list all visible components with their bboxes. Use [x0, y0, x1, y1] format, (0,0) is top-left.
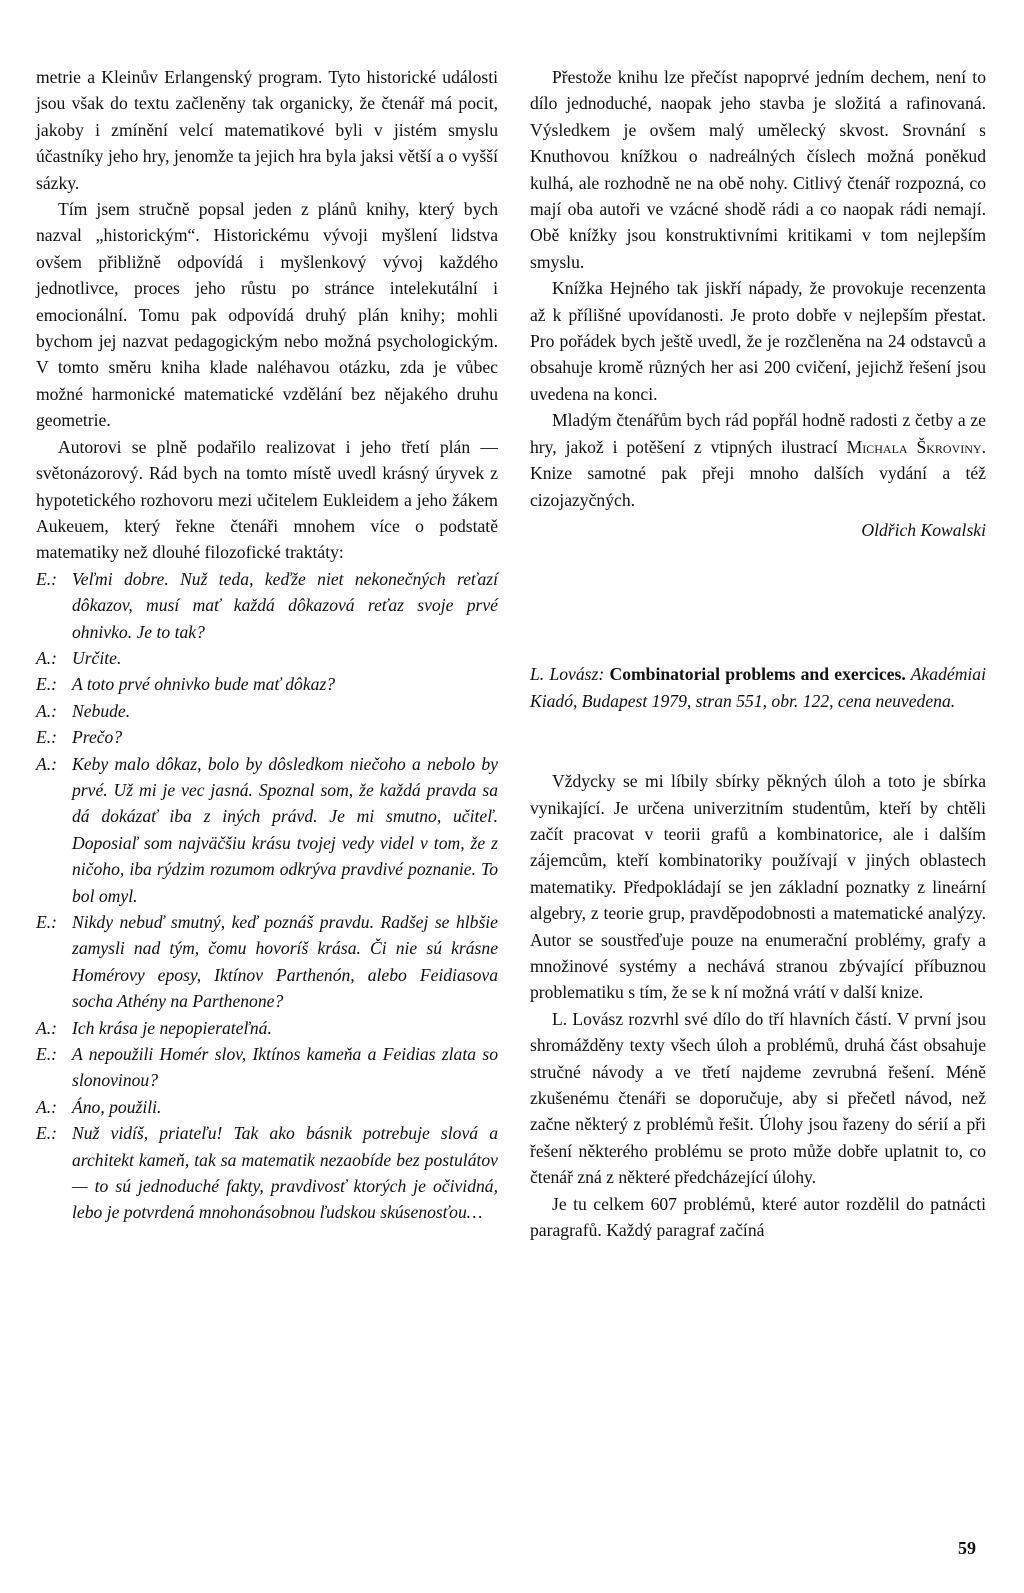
- dialogue-speaker: A.:: [36, 1096, 58, 1117]
- left-column: [36, 64, 498, 1226]
- section-spacer: [530, 714, 986, 768]
- closing-text-end: . Knize samotné pak přeji mnoho dalších vydání a též cizojazyčných.: [530, 436, 986, 510]
- dialogue-line: [36, 751, 498, 909]
- dialogue-speaker: E.:: [36, 727, 58, 748]
- dialogue-speaker: E.:: [36, 1123, 58, 1144]
- right-column: [530, 64, 986, 1243]
- dialogue-speaker: E.:: [36, 1044, 58, 1065]
- dialogue-speaker: E.:: [36, 674, 58, 695]
- dialogue-line: [36, 671, 498, 697]
- section-spacer: [530, 543, 986, 661]
- dialogue-text: Nikdy nebuď smutný, keď poznáš pravdu. Radšej se hlbšie zamysli nad tým, čomu hovoríš krása. Či nie sú krásne Homérovy eposy, Iktínov Parthenón, alebo Feidiasova socha Athény na Parthenone?: [72, 912, 498, 1012]
- closing-text-start: Mladým čtenářům bych rád popřál hodně radosti z četby a ze hry, jakož i potěšení z vtipných ilustrací: [530, 410, 986, 457]
- dialogue-line: [36, 566, 498, 645]
- dialogue-text: Keby malo dôkaz, bolo by dôsledkom niečoho a nebolo by prvé. Už mi je vec jasná. Spoznal som, že každá pravda sa dá dokázať iba z iných právd. Je mi smutno, učiteľ. Doposiaľ som najväčšiu krásu tvojej vedy videl v tom, že z ničoho, iba rýdzim rozumom odkrýva pravdivé poznanie. To bol omyl.: [72, 753, 498, 906]
- paragraph-book-plans: Tím jsem stručně popsal jeden z plánů knihy, který bych nazval „historickým“. Historickému vývoji myšlení lidstva ovšem přibližně odpovídá i myšlenkový vývoj každého jednotlivce, proces jeho růstu po stránce intelekutální i emocionální. Tomu pak odpovídá druhý plán knihy; mohli bychom jej nazvat pedagogickým nebo možná psychologickým. V tomto směru kniha klade naléhavou otázku, zda je vůbec možné harmonické matematické vzdělání bez nějakého druhu geometrie.: [36, 199, 498, 431]
- reference-title: Combinatorial problems and exercices.: [609, 664, 906, 685]
- illustrator-name: Michala Škroviny: [846, 436, 982, 457]
- dialogue-speaker: A.:: [36, 700, 58, 721]
- dialogue-text: Nebude.: [72, 700, 131, 721]
- dialogue-speaker: A.:: [36, 1017, 58, 1038]
- dialogue-speaker: A.:: [36, 753, 58, 774]
- paragraph-review-problems: Je tu celkem 607 problémů, které autor rozdělil do patnácti paragrafů. Každý paragraf začíná: [530, 1193, 986, 1241]
- book-reference: [530, 661, 986, 714]
- paragraph-book-structure: Přestože knihu lze přečíst napoprvé jedním dechem, není to dílo jednoduché, naopak jeho stavba je složitá a rafinovaná. Výsledkem je ovšem malý umělecký skvost. Srovnání s Knuthovou knížkou o nadreálných číslech možná poněkud kulhá, ale rozhodně ne na obě nohy. Citlivý čtenář rozpozná, co mají oba autoři ve vzácné shodě rádi a co naopak rádi nemají. Obě knížky jsou konstruktivními kritikami v tom nejlepším smyslu.: [530, 67, 986, 272]
- dialogue-text: A nepoužili Homér slov, Iktínos kameňa a Feidias zlata so slonovinou?: [72, 1044, 498, 1091]
- dialogue-line: [36, 698, 498, 724]
- reference-author: L. Lovász:: [530, 664, 605, 685]
- paragraph-closing-wishes: [530, 407, 986, 513]
- dialogue-text: Nuž vidíš, priateľu! Tak ako básnik potrebuje slová a architekt kameň, tak sa matematik nezaobíde bez postulátov — to sú jednoduché fakty, pravdivosť ktorých je očividná, lebo je potvrdená mnohonásobnou ľudskou skúsenosťou…: [72, 1123, 498, 1223]
- dialogue-line: [36, 1041, 498, 1094]
- dialogue-text: Áno, použili.: [72, 1096, 162, 1117]
- dialogue-line: [36, 1015, 498, 1041]
- paragraph-book-contents: Knížka Hejného tak jiskří nápady, že provokuje recenzenta až k přílišné upovídanosti. Je proto dobře v nejlepším přestat. Pro pořádek bych ještě uvedl, že je rozčleněna na 24 odstavců a obsahuje kromě různých her asi 200 cvičení, jejichž řešení jsou uvedena na konci.: [530, 278, 986, 404]
- page-number: 59: [958, 1538, 976, 1558]
- dialogue-line: [36, 645, 498, 671]
- dialogue-line: [36, 909, 498, 1015]
- paragraph-historical-events: metrie a Kleinův Erlangenský program. Tyto historické události jsou však do textu začleněny tak organicky, že čtenář má pocit, jakoby i zmínění velcí matematikové byli v jistém smyslu účastníky jeho hry, jenomže ta jejich hra byla jaksi větší a o vyšší sázky.: [36, 67, 498, 193]
- reference-publication: Akadémiai Kiadó, Budapest 1979, stran 551, obr. 122, cena neuvedena.: [530, 664, 986, 711]
- dialogue-text: Ich krása je nepopierateľná.: [72, 1017, 272, 1038]
- paragraph-review-intro: Vždycky se mi líbily sbírky pěkných úloh a toto je sbírka vynikající. Je určena univerzitním studentům, kteří by chtěli začít pracovat v teorii grafů a kombinatorice, ale i dalším zájemcům, kteří kombinatoriky používají v jiných oblastech matematiky. Předpokládají se jen základní poznatky z lineární algebry, z teorie grup, pravděpodobnosti a matematické analýzy. Autor se soustřeďuje pouze na enumerační problémy, grafy a množinové systémy a nechává stranou zbývající příbuznou problematiku s tím, že se k ní možná vrátí v další knize.: [530, 771, 986, 1003]
- paragraph-review-parts: L. Lovász rozvrhl své dílo do tří hlavních částí. V první jsou shromážděny texty všech úloh a problémů, druhá část obsahuje stručné návody a ve třetí najdeme zevrubná řešení. Méně zkušenému čtenáři se doporučuje, aby si přečetl návod, než začne některý z problémů řešit. Úlohy jsou řazeny do sérií a při řešení některého problému se proto může dobře uplatnit to, co čtenář zná z některé předcházející úlohy.: [530, 1008, 986, 1188]
- dialogue-speaker: E.:: [36, 912, 58, 932]
- review-signature: Oldřich Kowalski: [861, 519, 986, 540]
- dialogue-speaker: A.:: [36, 647, 58, 668]
- dialogue-speaker: E.:: [36, 568, 58, 589]
- dialogue-line: [36, 1120, 498, 1226]
- dialogue-text: Určite.: [72, 647, 122, 668]
- dialogue-excerpt: [36, 566, 498, 1226]
- paragraph-worldview-plan: Autorovi se plně podařilo realizovat i jeho třetí plán — světonázorový. Rád bych na tomto místě uvedl krásný úryvek z hypotetického rozhovoru mezi učitelem Eukleidem a jeho žákem Aukeuem, který řekne čtenáři mnohem více o podstatě matematiky než dlouhé filozofické traktáty:: [36, 436, 498, 563]
- dialogue-text: Veľmi dobre. Nuž teda, keďže niet nekonečných reťazí dôkazov, musí mať každá dôkazová reťaz svoje prvé ohnivko. Je to tak?: [72, 568, 498, 642]
- dialogue-text: Prečo?: [72, 727, 123, 748]
- dialogue-text: A toto prvé ohnivko bude mať dôkaz?: [72, 674, 336, 695]
- dialogue-line: [36, 1094, 498, 1120]
- dialogue-line: [36, 724, 498, 750]
